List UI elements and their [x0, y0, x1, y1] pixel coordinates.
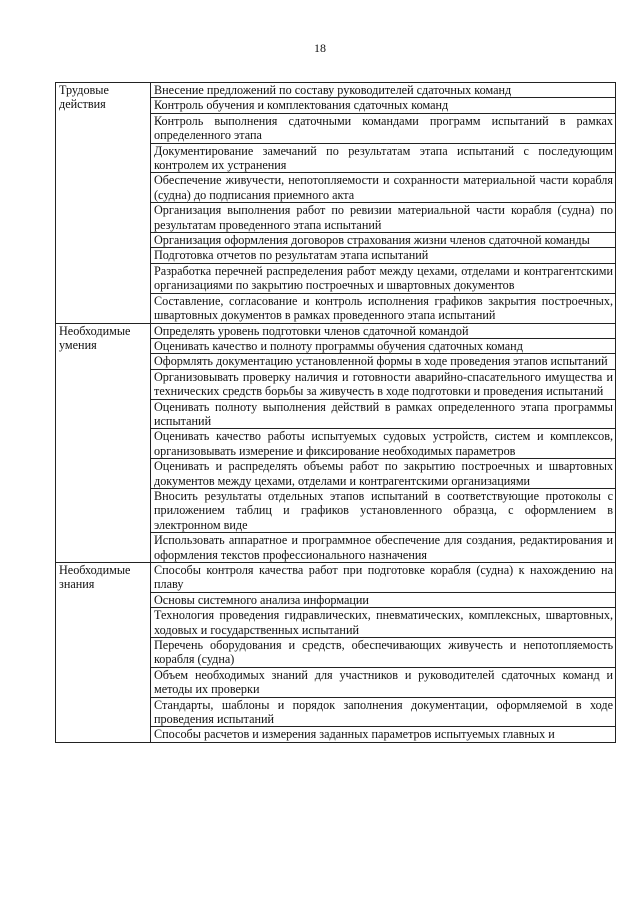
table-cell: Организовывать проверку наличия и готовности аварийно-спасательного имущества и технических средств борьбы за живучесть в ходе подготовки и проведения испытаний	[151, 369, 616, 399]
table-cell: Технология проведения гидравлических, пневматических, комплексных, швартовных, ходовых и государственных испытаний	[151, 608, 616, 638]
table-cell: Определять уровень подготовки членов сдаточной командой	[151, 323, 616, 338]
table-row	[56, 323, 616, 338]
table-cell: Оценивать и распределять объемы работ по закрытию построечных и швартовных документов между цехами, отделами и контрагентскими организациями	[151, 459, 616, 489]
table-cell: Оценивать качество и полноту программы обучения сдаточных команд	[151, 338, 616, 353]
table-cell: Обеспечение живучести, непотопляемости и сохранности материальной части корабля (судна) до подписания приемного акта	[151, 173, 616, 203]
table-cell: Документирование замечаний по результатам этапа испытаний с последующим контролем их устранения	[151, 143, 616, 173]
section-title-labor-actions: Трудовые действия	[56, 83, 151, 324]
table-cell: Перечень оборудования и средств, обеспечивающих живучесть и непотопляемость корабля (судна)	[151, 638, 616, 668]
table-row	[56, 563, 616, 593]
table-cell: Организация выполнения работ по ревизии материальной части корабля (судна) по результатам проведенного этапа испытаний	[151, 203, 616, 233]
table-cell: Оценивать качество работы испытуемых судовых устройств, систем и комплексов, организовывать измерение и фиксирование необходимых параметров	[151, 429, 616, 459]
table-cell: Способы расчетов и измерения заданных параметров испытуемых главных и	[151, 727, 616, 742]
table-cell: Стандарты, шаблоны и порядок заполнения документации, оформляемой в ходе проведения испытаний	[151, 697, 616, 727]
page-number: 18	[314, 41, 326, 55]
table-cell: Составление, согласование и контроль исполнения графиков закрытия построечных, швартовных документов в рамках проведенного этапа испытаний	[151, 293, 616, 323]
table-cell: Контроль обучения и комплектования сдаточных команд	[151, 98, 616, 113]
table-cell: Разработка перечней распределения работ между цехами, отделами и контрагентскими организациями по закрытию построечных и швартовных документов	[151, 263, 616, 293]
table-cell: Контроль выполнения сдаточными командами программ испытаний в рамках определенного этапа	[151, 113, 616, 143]
table-cell: Организация оформления договоров страхования жизни членов сдаточной команды	[151, 233, 616, 248]
requirements-table	[55, 82, 616, 743]
table-cell: Оценивать полноту выполнения действий в рамках определенного этапа программы испытаний	[151, 399, 616, 429]
section-title-required-knowledge: Необходимые знания	[56, 563, 151, 743]
table-cell: Объем необходимых знаний для участников и руководителей сдаточных команд и методы их проверки	[151, 667, 616, 697]
section-title-required-skills: Необходимые умения	[56, 323, 151, 563]
table-cell: Вносить результаты отдельных этапов испытаний в соответствующие протоколы с приложением таблиц и графиков установленного образца, с оформлением в электронном виде	[151, 488, 616, 532]
table-cell: Подготовка отчетов по результатам этапа испытаний	[151, 248, 616, 263]
table-row	[56, 83, 616, 98]
table-cell: Использовать аппаратное и программное обеспечение для создания, редактирования и оформления текстов профессионального назначения	[151, 533, 616, 563]
table-cell: Оформлять документацию установленной формы в ходе проведения этапов испытаний	[151, 354, 616, 369]
table-cell: Основы системного анализа информации	[151, 592, 616, 607]
page-bottom-margin	[0, 843, 640, 905]
table-cell: Способы контроля качества работ при подготовке корабля (судна) к нахождению на плаву	[151, 563, 616, 593]
table-cell: Внесение предложений по составу руководителей сдаточных команд	[151, 83, 616, 98]
